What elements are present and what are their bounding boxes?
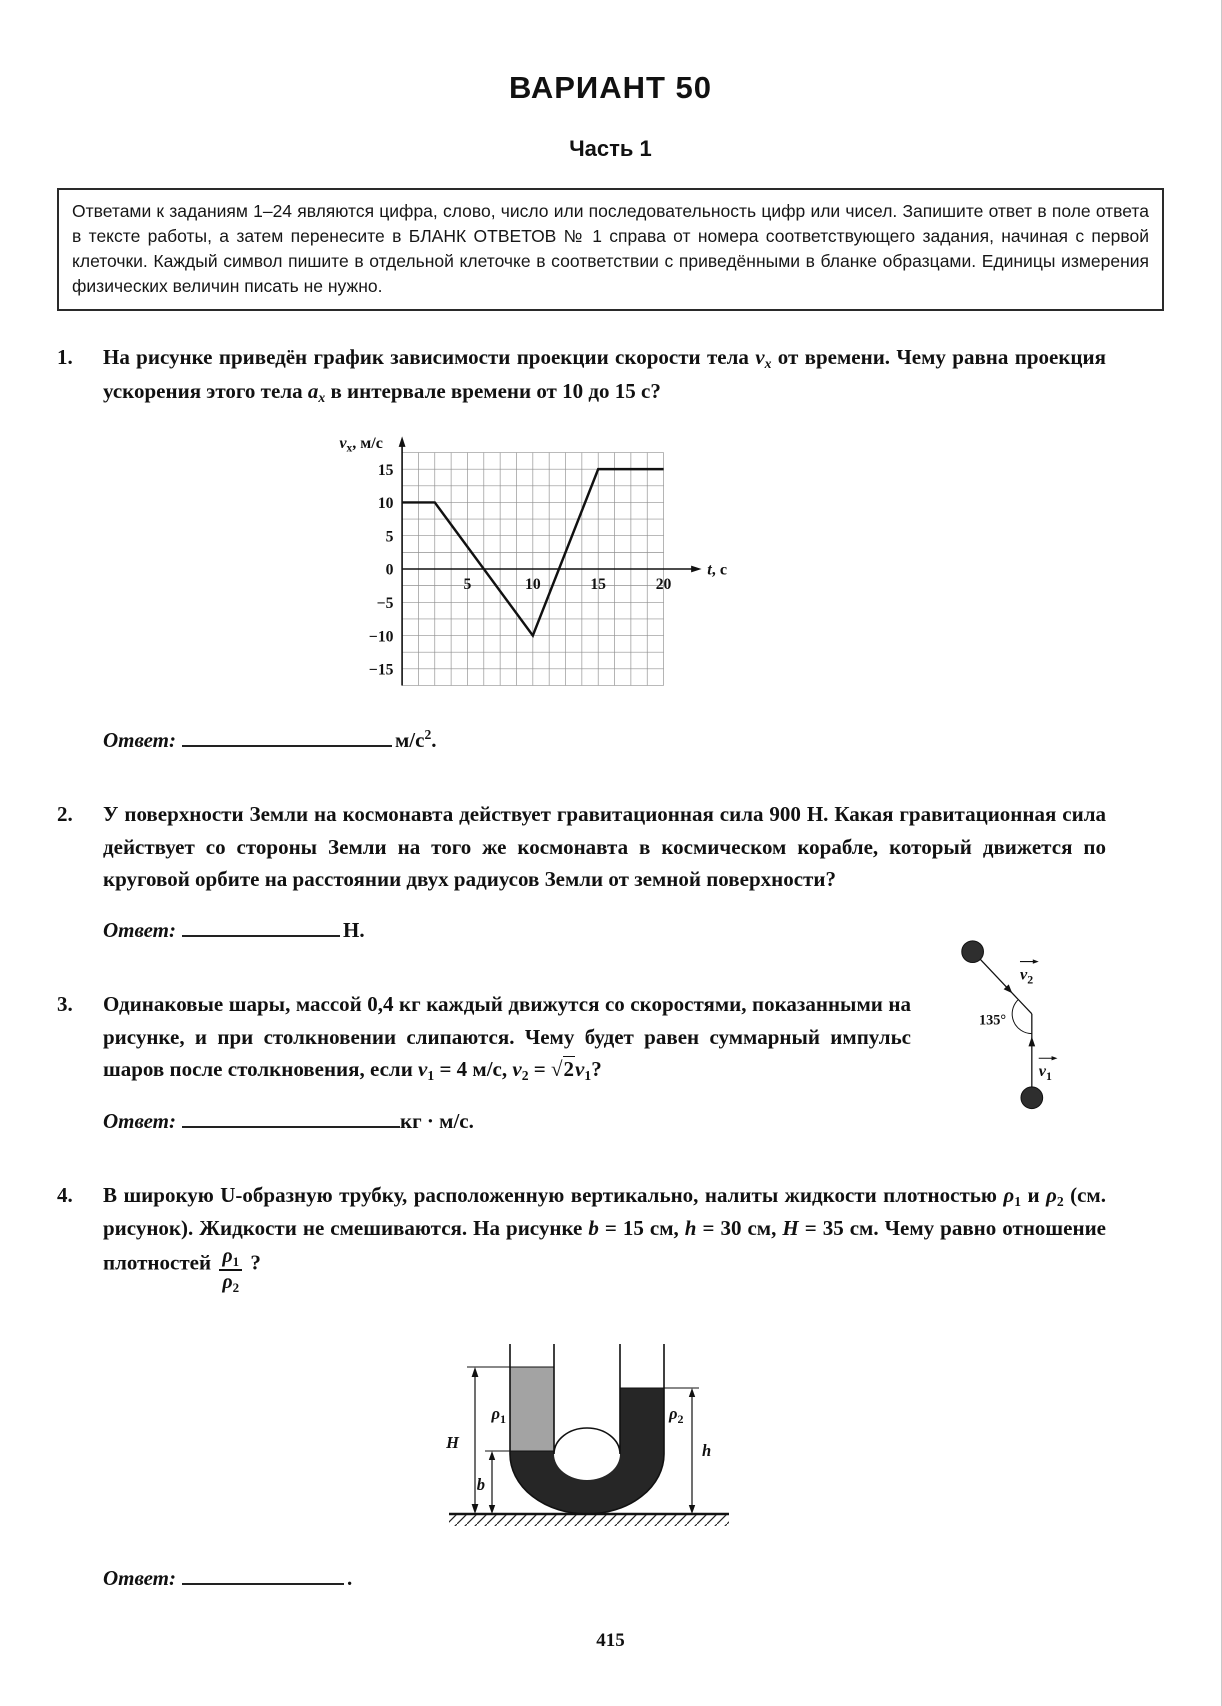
answer-label: Ответ: [103, 1565, 176, 1590]
svg-text:10: 10 [524, 575, 541, 593]
velocity-time-graph-svg [307, 424, 752, 702]
question-1-number: 1. [57, 345, 73, 370]
svg-text:t, с: t, с [707, 561, 728, 579]
answer-unit-1: $м/с^2$. [395, 726, 437, 752]
question-4 [0, 1179, 1221, 1594]
svg-text:15: 15 [377, 461, 394, 479]
svg-text:5: 5 [463, 575, 472, 593]
ball-1 [1021, 1087, 1043, 1109]
answer-blank-4[interactable] [182, 1562, 344, 1585]
instruction-box: Ответами к заданиям 1–24 являются цифра, слово, число или последовательность цифр или чисел. Запишите ответ в поле ответа в тексте работы, а затем перенесите в БЛАНК ОТВЕТОВ № 1 справа от номера соответствующего задания, начиная с первой клеточки. Каждый символ пишите в отдельной клеточке в соответствии с приведёнными в бланке образцами. Единицы измерения физических величин писать не нужно. [57, 188, 1164, 311]
tube-inner-wall [554, 1344, 620, 1454]
question-4-text: В широкую U-образную трубку, расположенную вертикально, налиты жидкости плотностью $\rho_1$ и $\rho_2$ (см. рисунок). Жидкости не смешиваются. На рисунке b = 15 см, h = 30 см, H = 35 см. Чему равно отношение плотностей $\frac{\rho_1}{\rho_2}$ ? [103, 1183, 1106, 1296]
question-4-number: 4. [57, 1183, 73, 1208]
variant-title: ВАРИАНТ 50 [509, 70, 712, 105]
dimension-b-arrow-bottom [489, 1505, 495, 1514]
rho1-label: $\rho_1$ [491, 1403, 506, 1426]
answer-label: Ответ: [103, 917, 176, 942]
v1-arrowhead [1028, 1037, 1035, 1047]
dimension-h-arrow-bottom [689, 1505, 695, 1514]
b-label: b [476, 1474, 485, 1494]
answer-line-4 [103, 1562, 1106, 1595]
question-2-number: 2. [57, 802, 73, 827]
question-1 [0, 341, 1221, 756]
part-title: Часть 1 [569, 136, 652, 161]
svg-text:20: 20 [655, 575, 672, 593]
svg-text:vx, м/с: $v_x$, м/с [339, 434, 383, 455]
svg-text:−5: −5 [376, 594, 394, 612]
answer-blank-1[interactable] [182, 724, 392, 747]
v1-label: $v_1$ [1038, 1062, 1052, 1084]
dimension-H-arrow-bottom [472, 1504, 479, 1514]
page-number: 415 [596, 1630, 625, 1652]
svg-text:15: 15 [590, 575, 607, 593]
svg-text:5: 5 [385, 528, 394, 546]
collision-diagram [945, 930, 1093, 1127]
svg-text:10: 10 [377, 495, 394, 513]
question-3-text: Одинаковые шары, массой 0,4 кг каждый движутся со скоростями, показанными на рисунке, и при столкновении слипаются. Чему будет равен суммарный импульс шаров после столкновения, если $v_1 = 4$ м/с, $v_2 = √2v_1$? [103, 992, 911, 1084]
dimension-H-arrow-top [472, 1367, 479, 1377]
svg-text:−10: −10 [368, 628, 394, 646]
question-1-text: На рисунке приведён график зависимости проекции скорости тела $v_x$ от времени. Чему равна проекция ускорения этого тела $a_x$ в интервале времени от 10 до 15 с? [103, 345, 1106, 405]
angle-arc [1012, 1000, 1032, 1034]
v2-vector-arrowhead [1033, 960, 1039, 964]
question-2 [0, 798, 1221, 946]
answer-unit-3: кг · м/с. [400, 1108, 474, 1133]
svg-text:−15: −15 [368, 661, 394, 679]
answer-label: Ответ: [103, 727, 176, 752]
rho2-label: $\rho_2$ [669, 1403, 684, 1426]
u-tube-figure [397, 1314, 797, 1544]
ground-hatching [449, 1515, 729, 1526]
H-label: H [446, 1432, 459, 1452]
answer-line-1 [103, 724, 1106, 757]
question-3-number: 3. [57, 992, 73, 1017]
answer-blank-3[interactable] [182, 1105, 400, 1128]
question-2-text: У поверхности Земли на космонавта действует гравитационная сила 900 Н. Какая гравитационная сила действует со стороны Земли на того же космонавта в космическом корабле, который движется по круговой орбите на расстоянии двух радиусов Земли от земной поверхности? [103, 802, 1106, 892]
answer-unit-4: . [347, 1565, 353, 1590]
angle-label: 135° [979, 1012, 1007, 1029]
svg-text:0: 0 [385, 561, 394, 579]
dimension-h-arrow-top [689, 1388, 695, 1397]
question-3 [0, 965, 1221, 1137]
liquid-rho1-gray [510, 1367, 554, 1451]
answer-blank-2[interactable] [182, 914, 340, 937]
velocity-time-graph [307, 424, 1106, 702]
dimension-b-arrow-top [489, 1451, 495, 1460]
answer-label: Ответ: [103, 1108, 176, 1133]
answer-unit-2: Н. [343, 917, 365, 942]
v1-vector-arrowhead [1052, 1056, 1058, 1060]
h-label: h [702, 1440, 712, 1460]
v2-label: $v_2$ [1019, 965, 1034, 987]
ball-2 [962, 941, 984, 963]
